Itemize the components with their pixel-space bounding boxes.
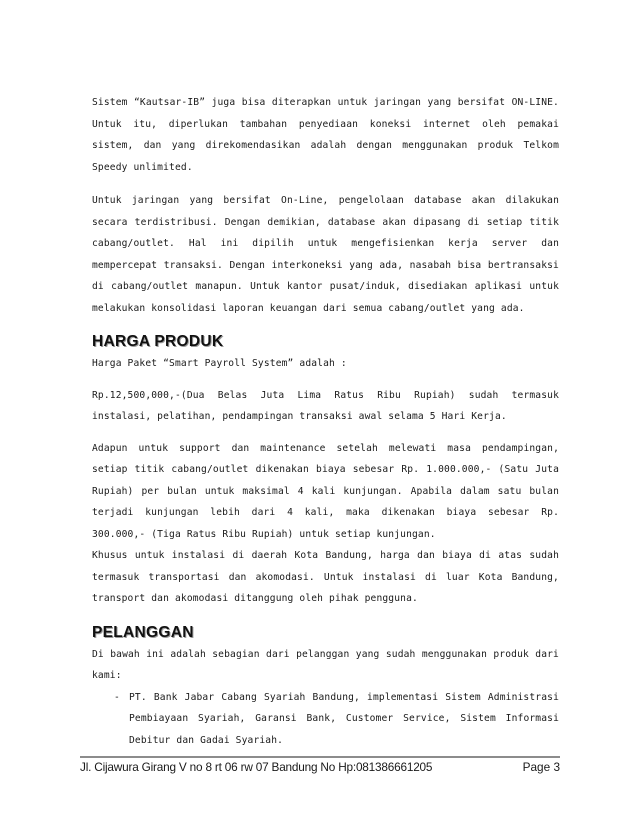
page-footer	[80, 760, 560, 778]
footer-divider	[80, 756, 560, 758]
footer-address: Jl. Cijawura Girang V no 8 rt 06 rw 07 Bandung No Hp:081386661205	[80, 760, 433, 774]
body-paragraph-online: Untuk jaringan yang bersifat On-Line, pengelolaan database akan dilakukan secara terdistribusi. Dengan demikian, database akan dipasang di setiap titik cabang/outlet. Hal ini dipilih untuk mengefisienkan kerja server dan mempercepat transaksi. Dengan interkoneksi yang ada, nasabah bisa bertransaksi di cabang/outlet manapun. Untuk kantor pusat/induk, disediakan aplikasi untuk melakukan konsolidasi laporan keuangan dari semua cabang/outlet yang ada.	[92, 195, 559, 314]
page-number: Page 3	[522, 760, 560, 774]
page-content	[92, 92, 559, 751]
harga-maintenance-paragraph: Adapun untuk support dan maintenance setelah melewati masa pendampingan, setiap titik cabang/outlet dikenakan biaya sebesar Rp. 1.000.000,- (Satu Juta Rupiah) per bulan untuk maksimal 4 kali kunjungan. Apabila dalam satu bulan terjadi kunjungan lebih dari 4 kali, maka dikenakan biaya sebesar Rp. 300.000,- (Tiga Ratus Ribu Rupiah) untuk setiap kunjungan.	[92, 442, 559, 540]
harga-bandung-paragraph: Khusus untuk instalasi di daerah Kota Bandung, harga dan biaya di atas sudah termasuk transportasi dan akomodasi. Untuk instalasi di luar Kota Bandung, transport dan akomodasi ditanggung oleh pihak pengguna.	[92, 550, 559, 604]
body-paragraph-kautsar: Sistem “Kautsar-IB” juga bisa diterapkan untuk jaringan yang bersifat ON-LINE. Untuk itu, diperlukan tambahan penyediaan koneksi internet oleh pemakai sistem, dan yang direkomendasikan adalah dengan menggunakan produk Telkom Speedy unlimited.	[92, 97, 559, 173]
section-heading-harga-produk: HARGA PRODUK	[92, 333, 224, 350]
list-item-text: PT. Bank Jabar Cabang Syariah Bandung, implementasi Sistem Administrasi Pembiayaan Syariah, Garansi Bank, Customer Service, Sistem Informasi Debitur dan Gadai Syariah.	[129, 691, 559, 746]
harga-intro: Harga Paket “Smart Payroll System” adalah :	[92, 358, 347, 369]
pelanggan-intro: Di bawah ini adalah sebagian dari pelanggan yang sudah menggunakan produk dari kami:	[92, 648, 559, 681]
harga-price-paragraph: Rp.12,500,000,-(Dua Belas Juta Lima Ratus Ribu Rupiah) sudah termasuk instalasi, pelatihan, pendampingan transaksi awal selama 5 Hari Kerja.	[92, 389, 559, 422]
list-item	[92, 687, 559, 752]
pelanggan-list	[92, 687, 559, 752]
list-bullet: -	[114, 691, 120, 703]
section-heading-pelanggan: PELANGGAN	[92, 623, 194, 641]
